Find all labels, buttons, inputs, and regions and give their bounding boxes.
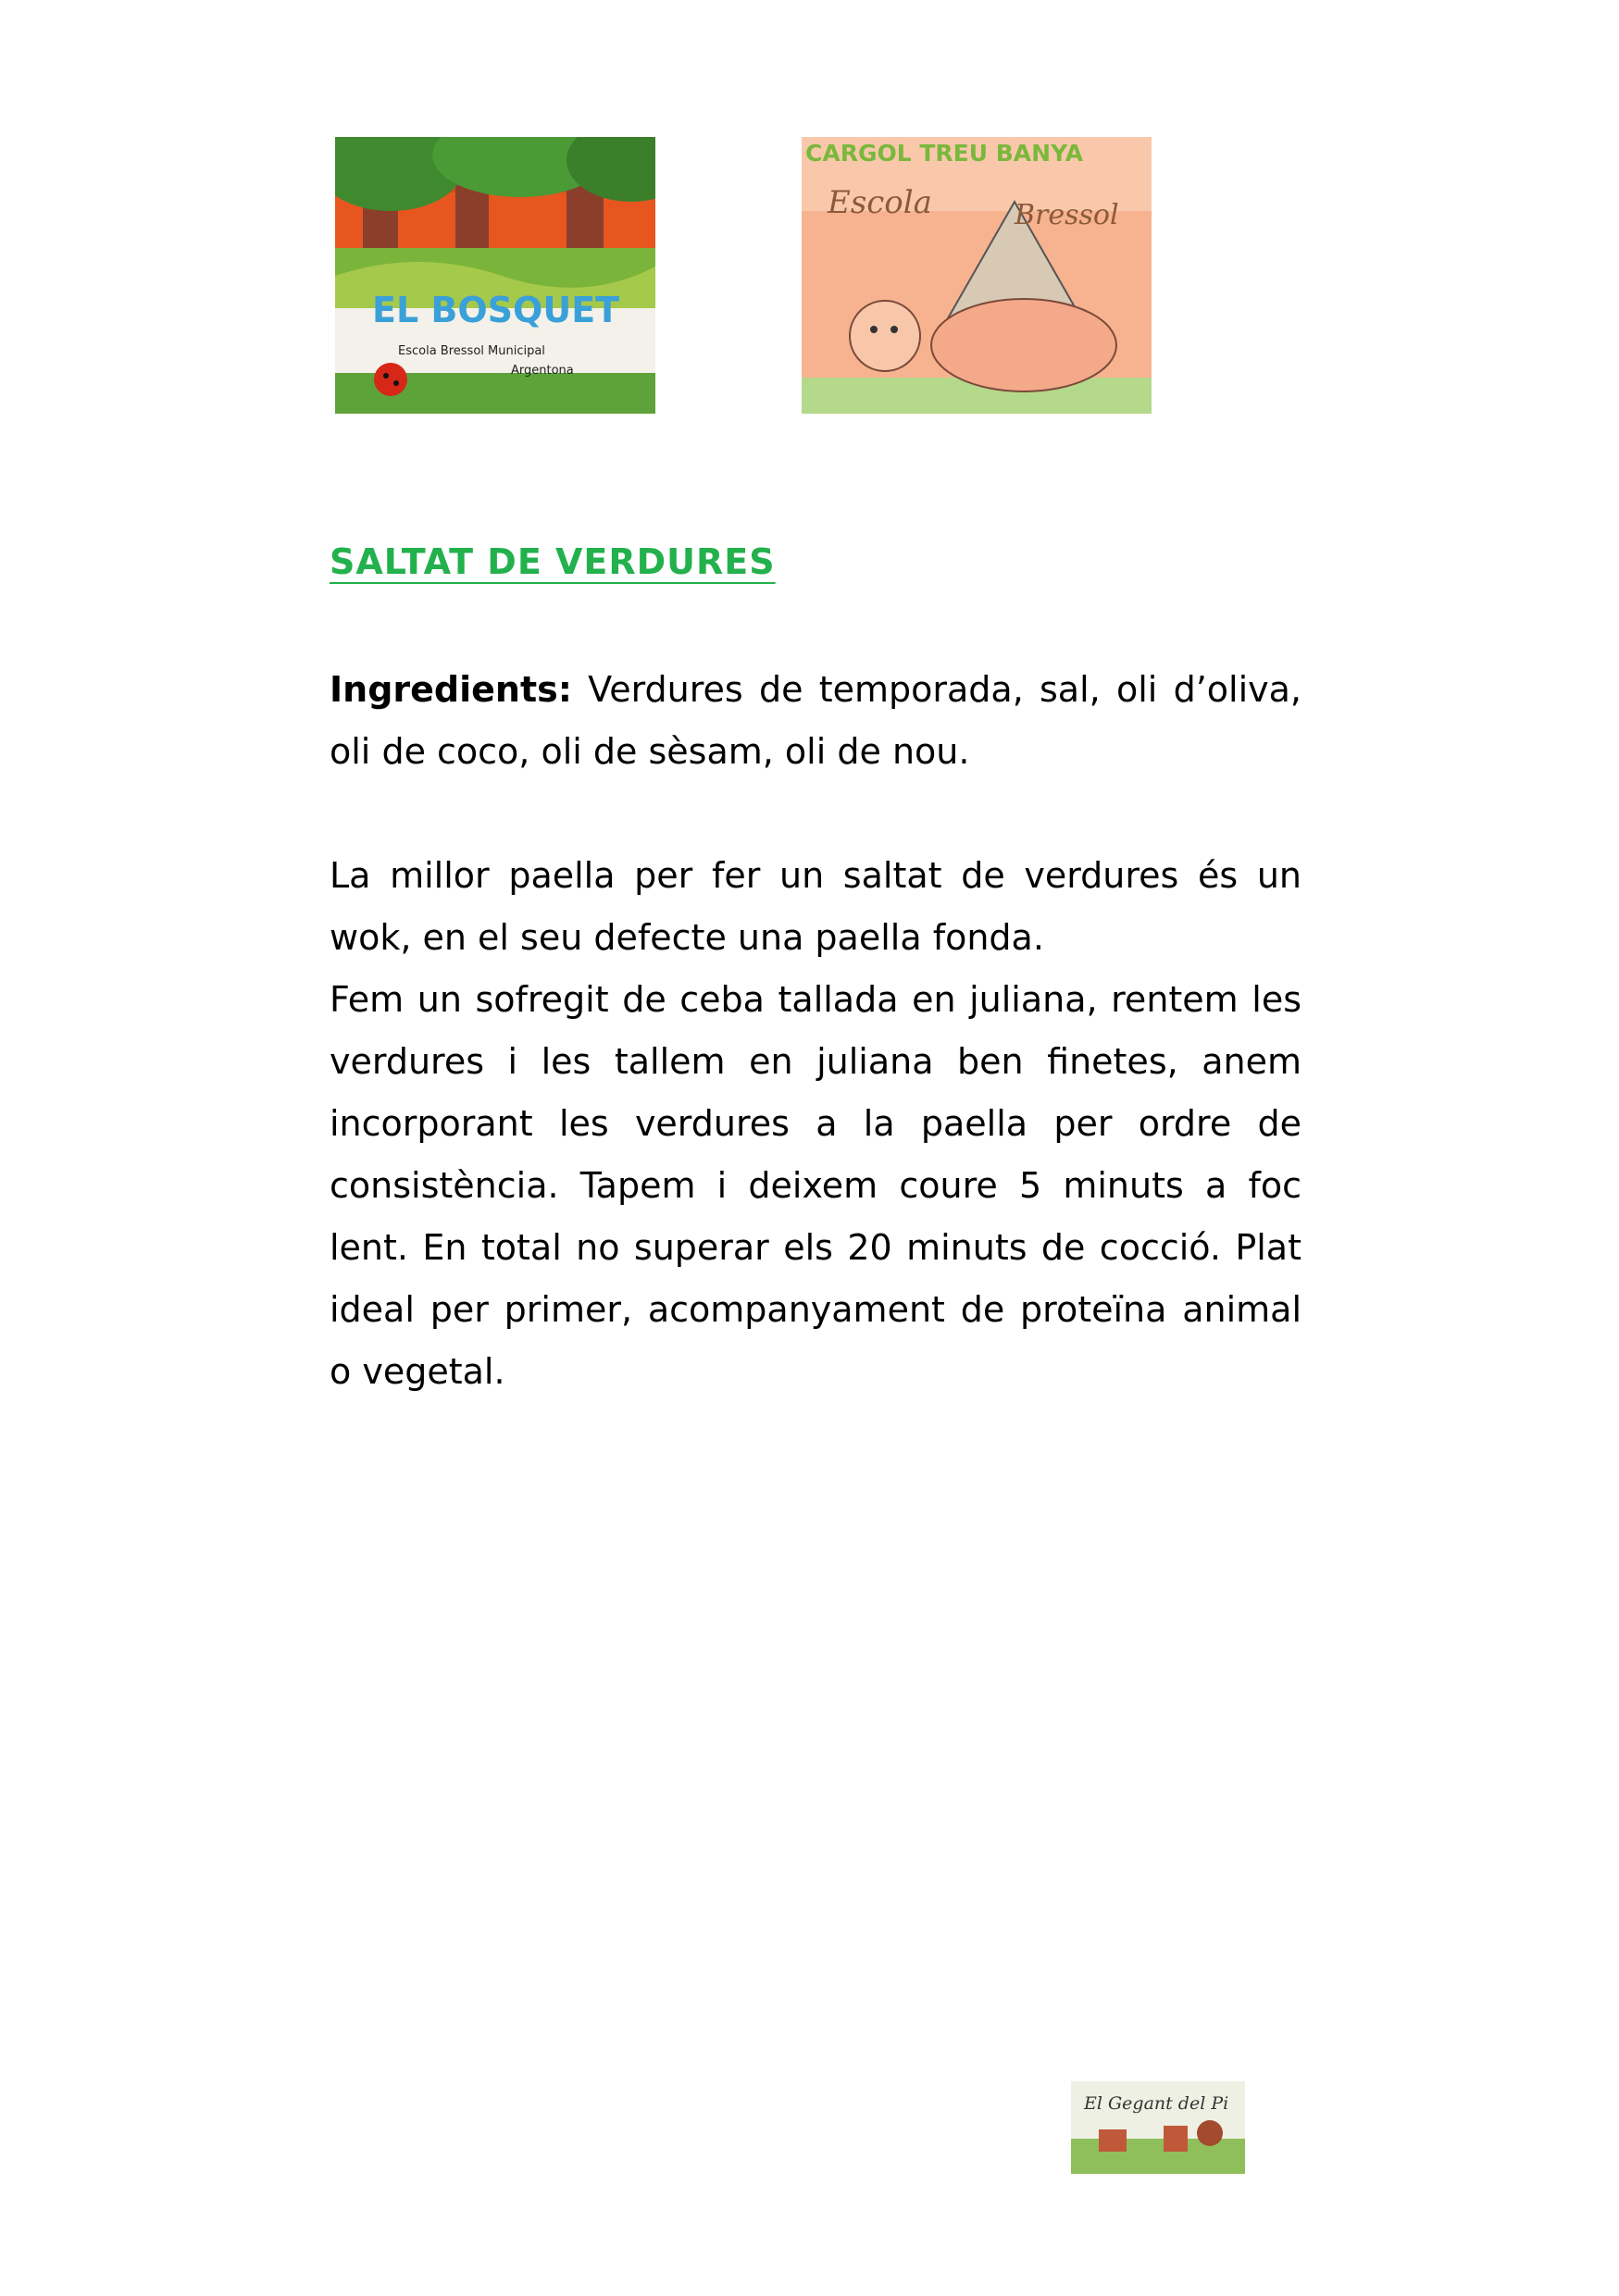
cargol-treu-banya-logo	[802, 137, 1152, 414]
cargol-wordmark: CARGOL TREU BANYA	[805, 140, 1084, 167]
ingredients-text: Verdures de temporada, sal, oli d’oliva, oli de coco, oli de sèsam, oli de nou.	[330, 669, 1301, 772]
method-paragraph-1: La millor paella per fer un saltat de verdures és un wok, en el seu defecte una paella fonda.	[330, 855, 1301, 958]
el-gegant-del-pi-logo	[1071, 2081, 1245, 2174]
cargol-line1: Escola	[828, 184, 932, 221]
bosquet-line2: Argentona	[511, 364, 574, 378]
ingredients-label: Ingredients:	[330, 669, 572, 710]
gegant-wordmark: El Gegant del Pi	[1084, 2093, 1229, 2114]
recipe-title: SALTAT DE VERDURES	[330, 541, 776, 582]
el-bosquet-logo	[335, 137, 655, 414]
method-paragraph-2: Fem un sofregit de ceba tallada en juliana, rentem les verdures i les tallem en juliana ben finetes, anem incorporant les verdures a la paella per ordre de consistència. Tapem i deixem coure 5 minuts a foc lent. En total no superar els 20 minuts de cocció. Plat ideal per primer, acompanyament de proteïna animal o vegetal.	[330, 979, 1301, 1392]
cargol-line2: Bressol	[1015, 199, 1119, 231]
bosquet-line1: Escola Bressol Municipal	[398, 344, 545, 358]
method-section	[330, 845, 1301, 1403]
ingredients-paragraph	[330, 659, 1301, 783]
bosquet-wordmark: EL BOSQUET	[372, 290, 620, 330]
